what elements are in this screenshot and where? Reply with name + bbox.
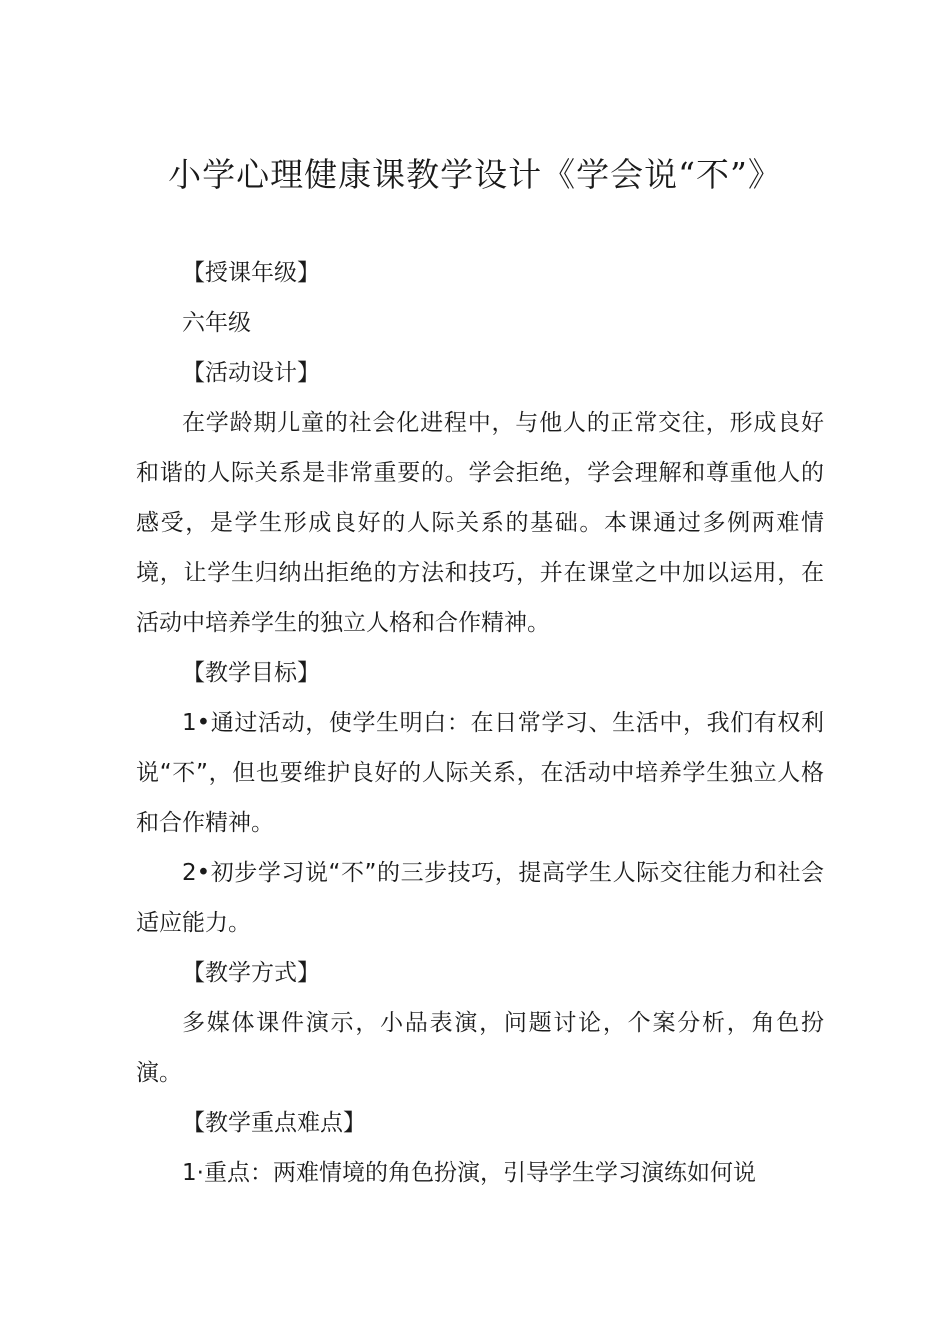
document-body xyxy=(136,248,824,1198)
method-paragraph: 多媒体课件演示，小品表演，问题讨论，个案分析，角色扮演。 xyxy=(136,1010,824,1086)
section-heading-grade: 【授课年级】 xyxy=(182,260,320,286)
section-heading-goals: 【教学目标】 xyxy=(182,660,320,686)
grade-value: 六年级 xyxy=(182,310,251,336)
focus-item-1: 1·重点：两难情境的角色扮演，引导学生学习演练如何说 xyxy=(182,1160,756,1186)
document-title: 小学心理健康课教学设计《学会说“不”》 xyxy=(168,155,782,194)
section-heading-focus: 【教学重点难点】 xyxy=(182,1110,366,1136)
section-heading-method: 【教学方式】 xyxy=(182,960,320,986)
goal-item-1: 1•通过活动，使学生明白：在日常学习、生活中，我们有权利说“不”，但也要维护良好的人际关系，在活动中培养学生独立人格和合作精神。 xyxy=(136,710,824,836)
section-heading-activity: 【活动设计】 xyxy=(182,360,320,386)
activity-paragraph: 在学龄期儿童的社会化进程中，与他人的正常交往，形成良好和谐的人际关系是非常重要的。学会拒绝，学会理解和尊重他人的感受，是学生形成良好的人际关系的基础。本课通过多例两难情境，让学生归纳出拒绝的方法和技巧，并在课堂之中加以运用，在活动中培养学生的独立人格和合作精神。 xyxy=(136,410,824,636)
goal-item-2: 2•初步学习说“不”的三步技巧，提高学生人际交往能力和社会适应能力。 xyxy=(136,860,824,936)
